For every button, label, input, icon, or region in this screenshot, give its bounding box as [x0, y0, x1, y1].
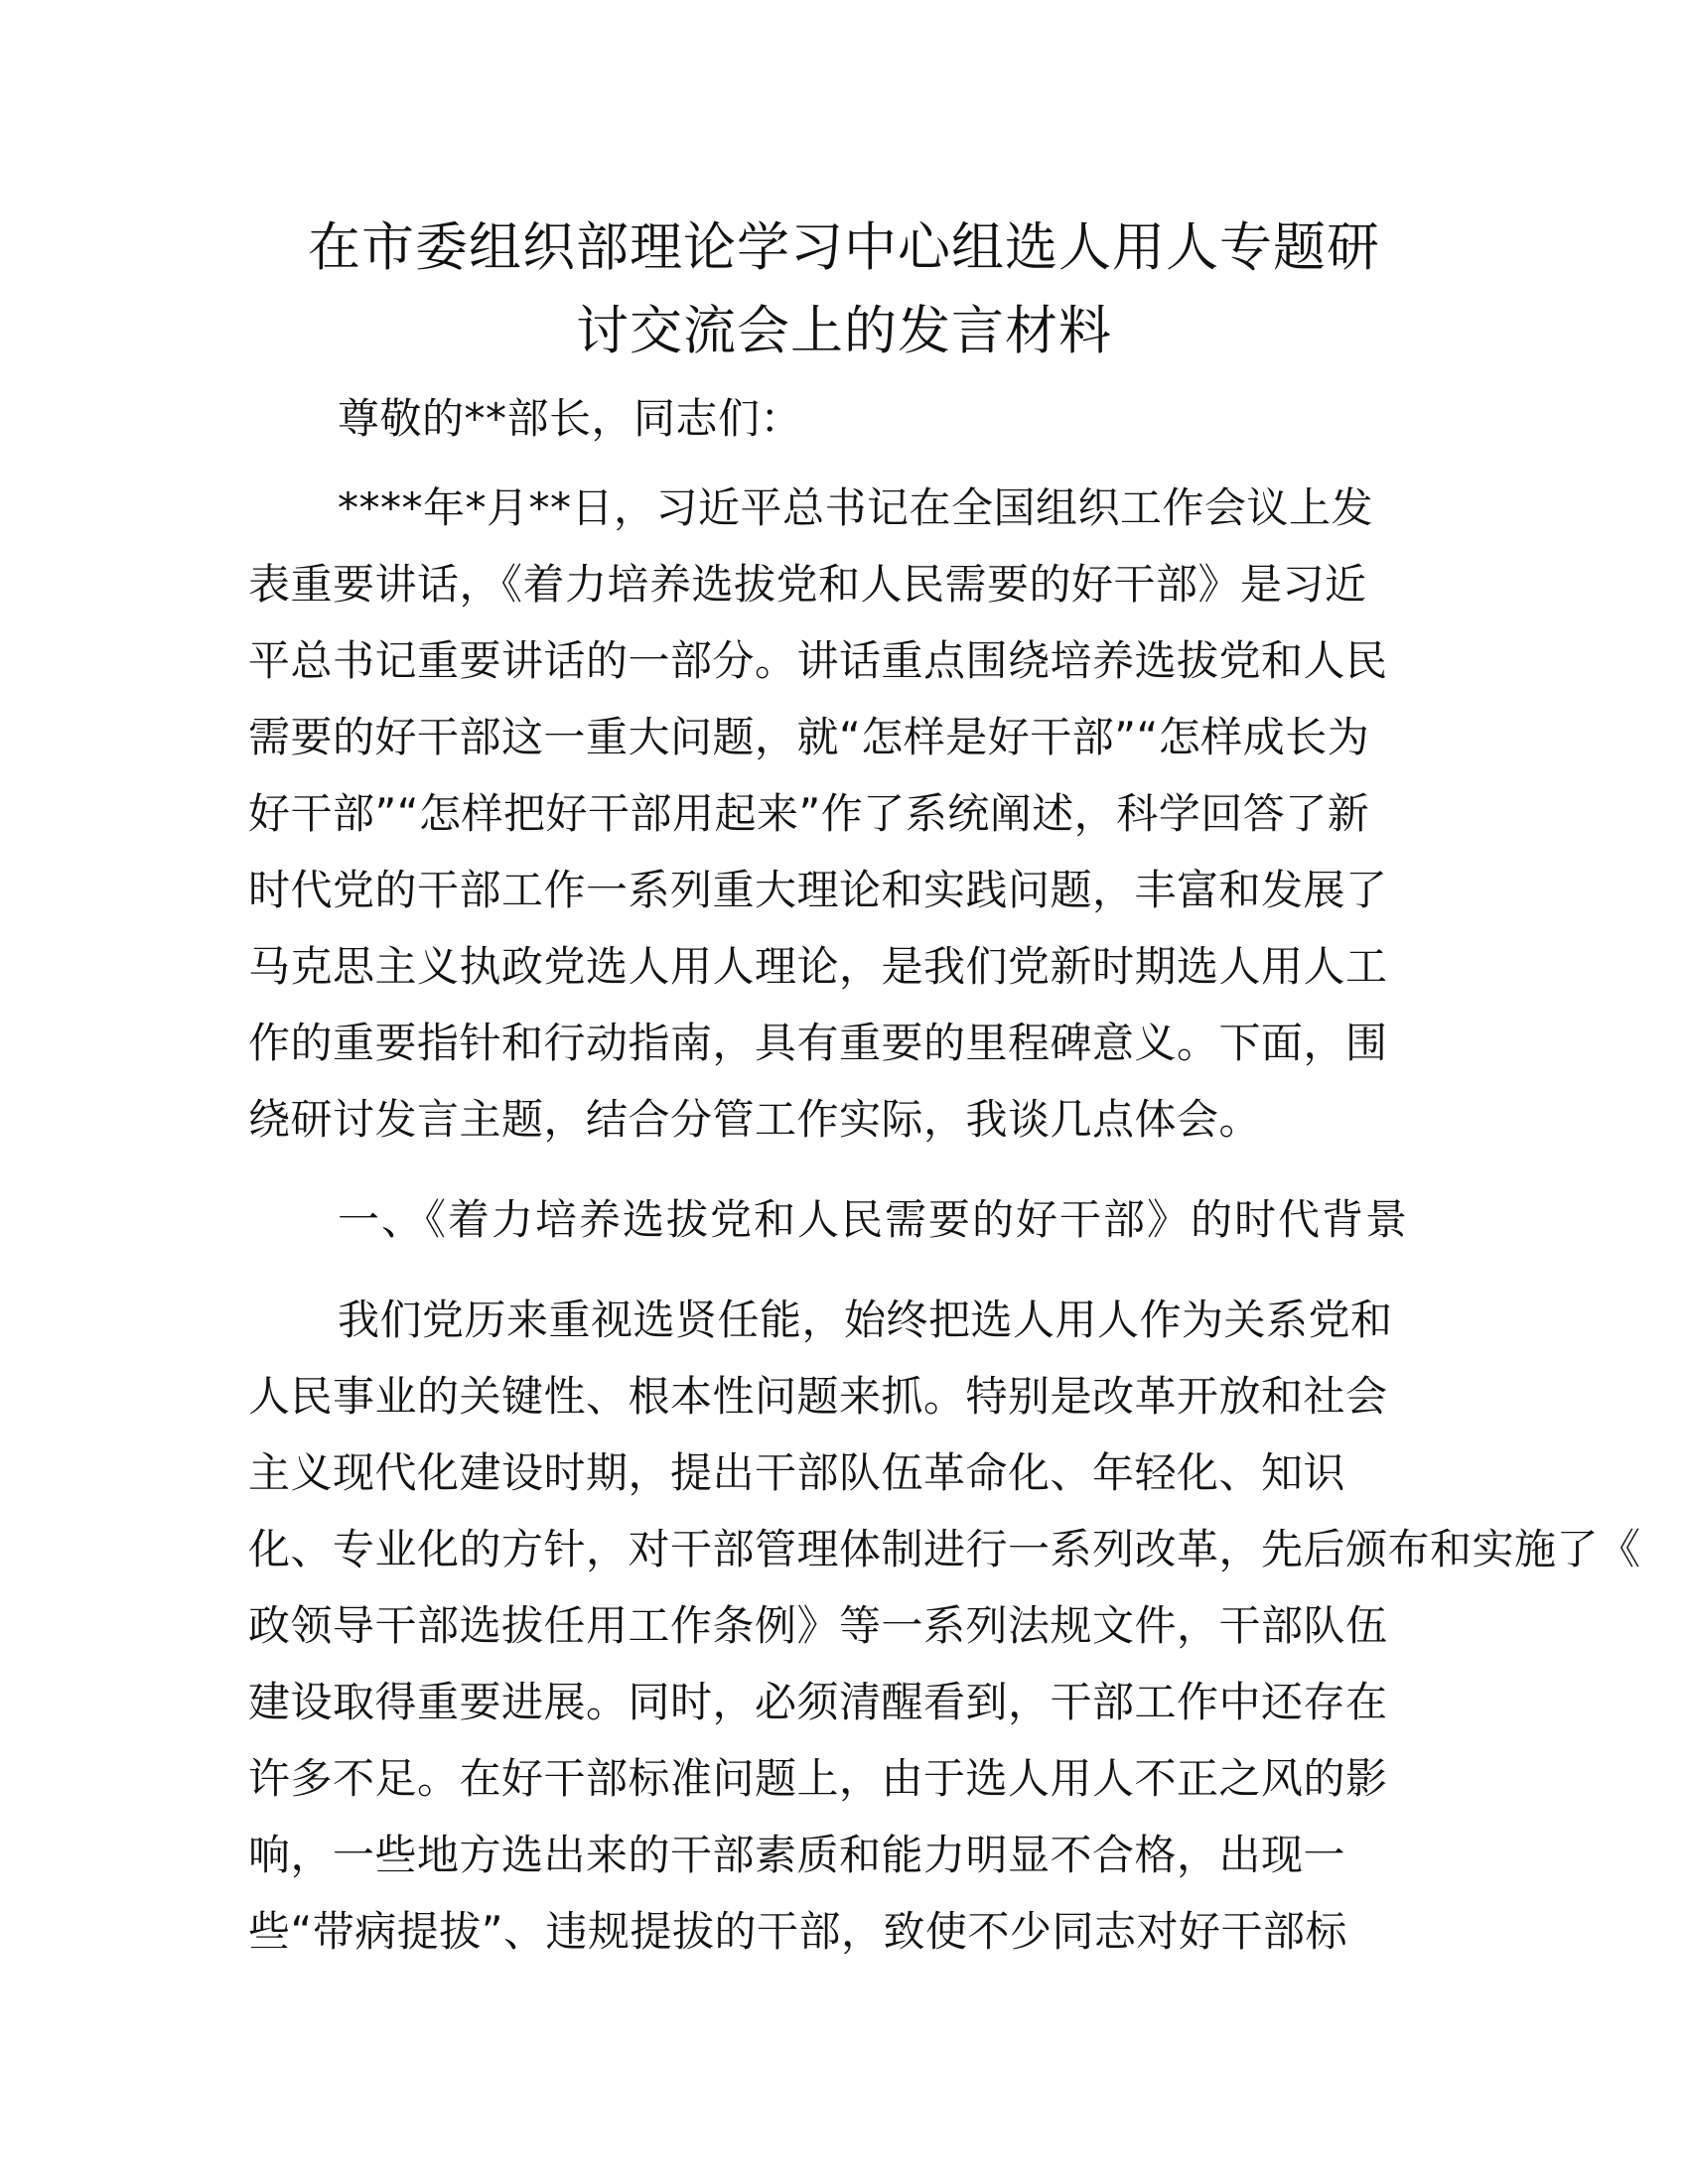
paragraph-line: 政领导干部选拔任用工作条例》等一系列法规文件，干部队伍 [248, 1601, 1388, 1650]
paragraph-line: 需要的好干部这一重大问题，就“怎样是好干部”“怎样成长为 [248, 713, 1370, 761]
document-title [199, 206, 1489, 373]
paragraph-line: 我们党历来重视选贤任能，始终把选人用人作为关系党和 [338, 1296, 1393, 1344]
title-line: 在市委组织部理论学习中心组选人用人专题研 [308, 217, 1380, 278]
greeting: 尊敬的**部长，同志们： [338, 394, 803, 443]
paragraph-line: 绕研讨发言主题，结合分管工作实际，我谈几点体会。 [248, 1095, 1262, 1144]
paragraph-line: 平总书记重要讲话的一部分。讲话重点围绕培养选拔党和人民 [248, 636, 1388, 685]
paragraph-line: 好干部”“怎样把好干部用起来”作了系统阐述，科学回答了新 [248, 789, 1370, 838]
title-line: 讨交流会上的发言材料 [576, 301, 1112, 361]
paragraph-line: 化、专业化的方针，对干部管理体制进行一系列改革，先后颁布和实施了《 [248, 1525, 1641, 1573]
paragraph-line: 人民事业的关键性、根本性问题来抓。特别是改革开放和社会 [248, 1372, 1388, 1421]
paragraph-line: 些“带病提拔”、违规提拔的干部，致使不少同志对好干部标 [248, 1907, 1348, 1956]
paragraph-line: 表重要讲话，《着力培养选拔党和人民需要的好干部》是习近 [248, 560, 1367, 609]
paragraph-line: 马克思主义执政党选人用人理论，是我们党新时期选人用人工 [248, 942, 1388, 991]
paragraph-line: 响，一些地方选出来的干部素质和能力明显不合格，出现一 [248, 1831, 1346, 1879]
paragraph-line: 时代党的干部工作一系列重大理论和实践问题，丰富和发展了 [248, 866, 1388, 914]
section-heading: 一、《着力培养选拔党和人民需要的好干部》的时代背景 [338, 1195, 1410, 1244]
paragraph-line: 主义现代化建设时期，提出干部队伍革命化、年轻化、知识 [248, 1448, 1346, 1497]
paragraph-line: 许多不足。在好干部标准问题上，由于选人用人不正之风的影 [248, 1754, 1388, 1803]
paragraph-line: 建设取得重要进展。同时，必须清醒看到，干部工作中还存在 [248, 1678, 1388, 1726]
paragraph-line: ****年*月**日，习近平总书记在全国组织工作会议上发 [338, 483, 1374, 532]
paragraph-line: 作的重要指针和行动指南，具有重要的里程碑意义。下面，围 [248, 1019, 1388, 1067]
